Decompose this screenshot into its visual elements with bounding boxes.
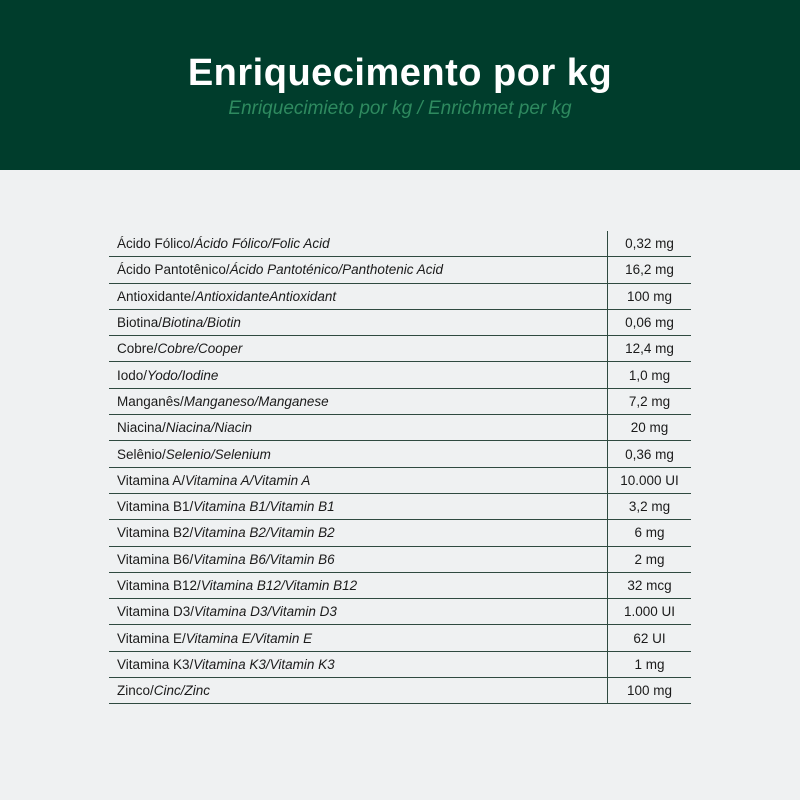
nutrient-name-pt: Vitamina B1/	[117, 499, 194, 515]
nutrient-value-cell: 1 mg	[634, 656, 665, 672]
nutrient-name-es-en: Vitamina K3/Vitamin K3	[193, 656, 335, 672]
nutrient-name-es-en: Selenio/Selenium	[165, 446, 271, 462]
nutrient-value-cell: 0,06 mg	[625, 315, 674, 331]
table-row	[109, 547, 691, 573]
nutrient-name-es-en: Niacina/Niacin	[165, 420, 253, 436]
nutrient-name-pt: Ácido Pantotênico/	[117, 262, 230, 278]
nutrient-name-cell	[109, 231, 608, 256]
nutrient-name-pt: Selênio/	[117, 446, 166, 462]
nutrient-name-cell	[109, 415, 608, 440]
nutrient-value-cell: 3,2 mg	[628, 499, 671, 515]
nutrient-value-cell: 100 mg	[626, 288, 673, 304]
nutrient-name-cell	[109, 389, 608, 414]
table-row	[109, 362, 691, 388]
nutrient-value-cell: 100 mg	[626, 683, 673, 699]
nutrient-name-cell	[109, 336, 608, 361]
nutrient-name-pt: Antioxidante/	[117, 288, 196, 304]
nutrient-name-cell	[109, 520, 608, 545]
table-row	[109, 310, 691, 336]
nutrient-value-cell: 1.000 UI	[623, 604, 676, 620]
table-row	[109, 520, 691, 546]
nutrient-name-cell	[109, 284, 608, 309]
nutrient-name-pt: Ácido Fólico/	[117, 236, 195, 252]
nutrient-name-pt: Vitamina A/	[117, 472, 186, 488]
nutrient-name-es-en: Vitamina A/Vitamin A	[185, 472, 311, 488]
page-title: Enriquecimento por kg	[187, 52, 613, 94]
nutrient-name-cell	[109, 599, 608, 624]
nutrient-name-es-en: Cinc/Zinc	[153, 683, 211, 699]
nutrient-name-pt: Biotina/	[117, 315, 163, 331]
nutrient-name-pt: Vitamina B2/	[117, 525, 194, 541]
nutrient-name-es-en: Vitamina D3/Vitamin D3	[194, 604, 337, 620]
table-row	[109, 468, 691, 494]
nutrient-name-pt: Vitamina D3/	[117, 604, 195, 620]
nutrient-name-cell	[109, 678, 608, 703]
nutrient-name-es-en: Vitamina B2/Vitamin B2	[193, 525, 335, 541]
nutrient-name-cell	[109, 310, 608, 335]
nutrient-name-pt: Vitamina B12/	[117, 578, 201, 593]
nutrient-value-cell: 32 mcg	[627, 578, 672, 593]
nutrient-value-cell: 7,2 mg	[628, 393, 671, 409]
nutrient-name-es-en: AntioxidanteAntioxidant	[195, 288, 337, 304]
nutrient-name-pt: Vitamina B6/	[117, 551, 194, 567]
nutrient-name-es-en: Vitamina B1/Vitamin B1	[193, 499, 335, 515]
nutrient-value-cell: 10.000 UI	[620, 472, 679, 488]
nutrient-value-cell: 20 mg	[630, 420, 669, 436]
nutrient-name-pt: Cobre/	[117, 341, 158, 357]
table-row	[109, 231, 691, 257]
nutrient-name-es-en: Ácido Pantoténico/Panthotenic Acid	[229, 262, 443, 278]
nutrient-name-cell	[109, 625, 608, 650]
nutrient-value-cell: 12,4 mg	[625, 341, 674, 357]
table-row	[109, 573, 691, 599]
nutrient-value-cell: 6 mg	[634, 525, 665, 541]
nutrient-name-es-en: Manganeso/Manganese	[183, 393, 329, 409]
table-row	[109, 441, 691, 467]
table-row	[109, 625, 691, 651]
nutrient-name-cell	[109, 652, 608, 677]
nutrient-name-cell	[109, 257, 608, 282]
table-row	[109, 336, 691, 362]
page-subtitle: Enriquecimieto por kg / Enrichmet per kg	[228, 98, 572, 119]
nutrient-name-es-en: Yodo/Iodine	[147, 367, 219, 383]
nutrient-name-pt: Niacina/	[117, 420, 166, 436]
nutrient-name-pt: Vitamina E/	[117, 630, 186, 646]
nutrient-name-cell	[109, 494, 608, 519]
table-row	[109, 599, 691, 625]
nutrient-name-es-en: Vitamina B12/Vitamin B12	[200, 578, 358, 593]
nutrient-name-pt: Manganês/	[117, 393, 184, 409]
table-row	[109, 257, 691, 283]
table-row	[109, 415, 691, 441]
table-row	[109, 284, 691, 310]
table-row	[109, 652, 691, 678]
nutrient-value-cell: 2 mg	[634, 551, 665, 567]
nutrient-value-cell: 16,2 mg	[625, 262, 674, 278]
nutrient-name-es-en: Vitamina B6/Vitamin B6	[193, 551, 335, 567]
nutrient-name-es-en: Ácido Fólico/Folic Acid	[194, 236, 330, 252]
enrichment-table	[109, 231, 691, 704]
nutrient-name-cell	[109, 547, 608, 572]
table-row	[109, 494, 691, 520]
table-row	[109, 678, 691, 704]
nutrient-name-es-en: Vitamina E/Vitamin E	[185, 630, 313, 646]
nutrient-name-es-en: Biotina/Biotin	[162, 315, 241, 331]
nutrient-value-cell: 62 UI	[633, 630, 666, 646]
nutrient-name-pt: Iodo/	[117, 367, 148, 383]
nutrient-name-cell	[109, 362, 608, 387]
header-banner	[0, 0, 800, 170]
nutrient-name-es-en: Cobre/Cooper	[157, 341, 243, 357]
table-row	[109, 389, 691, 415]
nutrient-name-cell	[109, 468, 608, 493]
nutrient-name-cell	[109, 441, 608, 466]
nutrient-name-pt: Zinco/	[117, 683, 154, 699]
nutrient-value-cell: 1,0 mg	[628, 367, 671, 383]
nutrient-value-cell: 0,32 mg	[625, 236, 674, 252]
nutrient-name-cell	[109, 573, 608, 598]
nutrient-value-cell: 0,36 mg	[625, 446, 674, 462]
nutrient-name-pt: Vitamina K3/	[117, 656, 194, 672]
